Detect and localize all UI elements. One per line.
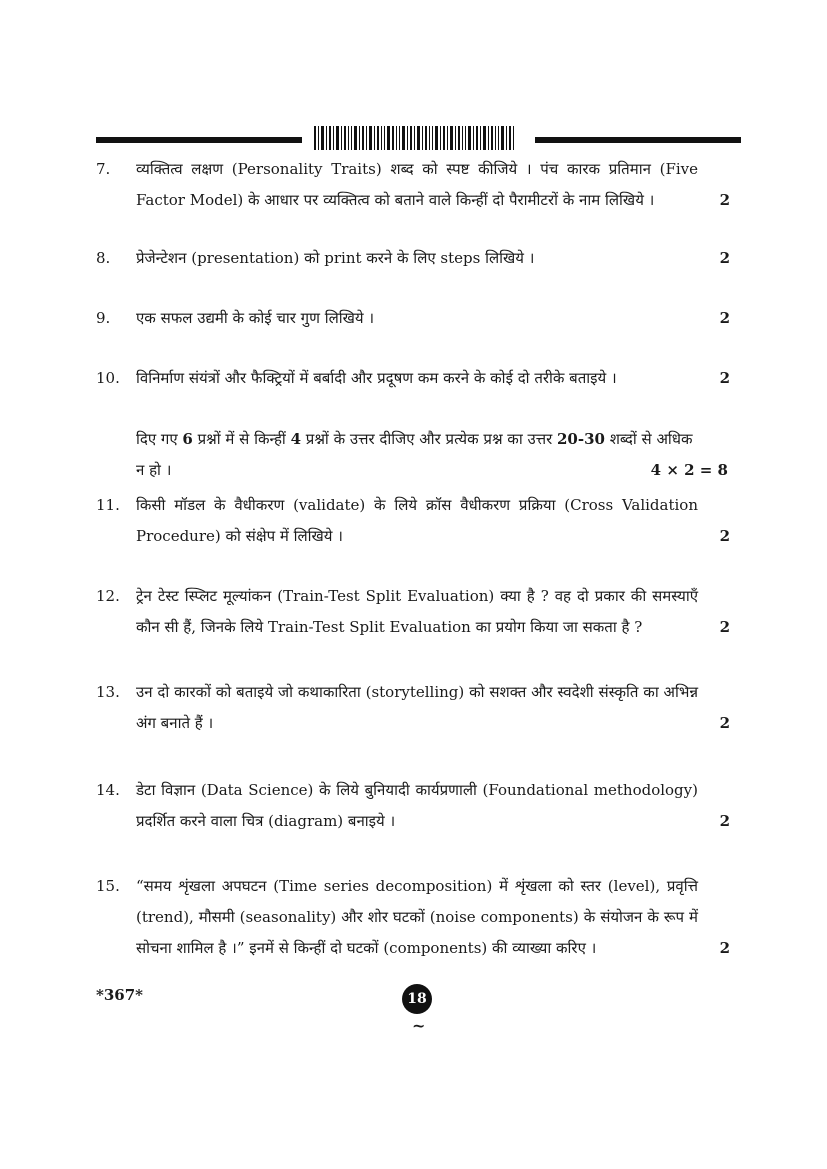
page-tilde: ~ bbox=[412, 1016, 426, 1035]
page-number-badge: 18 bbox=[402, 984, 432, 1014]
question-number: 9. bbox=[96, 309, 111, 327]
question-marks: 2 bbox=[719, 369, 730, 387]
header-rule-right bbox=[535, 137, 741, 143]
question-marks: 2 bbox=[719, 812, 730, 830]
question-14 bbox=[96, 775, 736, 837]
instruction-part3: प्रश्नों के उत्तर दीजिए और प्रत्येक प्रश्न का उत्तर bbox=[301, 430, 557, 448]
section-score: 4 × 2 = 8 bbox=[650, 461, 728, 479]
question-8 bbox=[96, 243, 736, 274]
question-marks: 2 bbox=[719, 714, 730, 732]
question-number: 11. bbox=[96, 496, 120, 514]
question-number: 8. bbox=[96, 249, 111, 267]
question-number: 7. bbox=[96, 160, 111, 178]
section-instruction bbox=[136, 424, 728, 486]
question-marks: 2 bbox=[719, 309, 730, 327]
instruction-count-total: 6 bbox=[182, 430, 193, 448]
instruction-part1: दिए गए bbox=[136, 430, 183, 448]
question-text: विनिर्माण संयंत्रों और फैक्ट्रियों में बर्बादी और प्रदूषण कम करने के कोई दो तरीके बताइये । bbox=[136, 369, 617, 387]
question-text: प्रेजेन्टेशन (presentation) को print करने के लिए steps लिखिये । bbox=[136, 249, 535, 267]
question-marks: 2 bbox=[719, 618, 730, 636]
question-11 bbox=[96, 490, 736, 552]
question-text: ट्रेन टेस्ट स्प्लिट मूल्यांकन (Train-Test Split Evaluation) क्या है ? वह दो प्रकार की समस्याएँ कौन सी हैं, जिनके लिये Train-Test Split Evaluation का प्रयोग किया जा सकता है ? bbox=[136, 587, 698, 636]
question-number: 12. bbox=[96, 587, 120, 605]
question-marks: 2 bbox=[719, 939, 730, 957]
question-text: किसी मॉडल के वैधीकरण (validate) के लिये क्रॉस वैधीकरण प्रक्रिया (Cross Validation Procedure) को संक्षेप में लिखिये । bbox=[136, 496, 698, 545]
question-9 bbox=[96, 303, 736, 334]
question-marks: 2 bbox=[719, 191, 730, 209]
question-marks: 2 bbox=[719, 249, 730, 267]
question-number: 14. bbox=[96, 781, 120, 799]
question-text: एक सफल उद्यमी के कोई चार गुण लिखिये । bbox=[136, 309, 375, 327]
question-marks: 2 bbox=[719, 527, 730, 545]
instruction-part2: प्रश्नों में से किन्हीं bbox=[192, 430, 291, 448]
instruction-word-range: 20-30 bbox=[556, 430, 605, 448]
question-7 bbox=[96, 154, 736, 216]
question-number: 15. bbox=[96, 877, 120, 895]
question-15 bbox=[96, 871, 736, 964]
question-number: 13. bbox=[96, 683, 120, 701]
question-text: “समय शृंखला अपघटन (Time series decomposition) में शृंखला को स्तर (level), प्रवृत्ति (trend), मौसमी (seasonality) और शोर घटकों (noise components) के संयोजन के रूप में सोचना शामिल है ।” इनमें से किन्हीं दो घटकों (components) की व्याख्या करिए । bbox=[136, 877, 698, 957]
question-13 bbox=[96, 677, 736, 739]
question-text: डेटा विज्ञान (Data Science) के लिये बुनियादी कार्यप्रणाली (Foundational methodology) प्रदर्शित करने वाला चित्र (diagram) बनाइये । bbox=[136, 781, 698, 830]
question-text: उन दो कारकों को बताइये जो कथाकारिता (storytelling) को सशक्त और स्वदेशी संस्कृति का अभिन्न अंग बनाते हैं । bbox=[136, 683, 698, 732]
question-12 bbox=[96, 581, 736, 643]
barcode bbox=[314, 126, 514, 150]
instruction-count-answer: 4 bbox=[290, 430, 302, 448]
paper-code: *367* bbox=[96, 986, 143, 1004]
question-number: 10. bbox=[96, 369, 120, 387]
instruction-part4: शब्दों से अधिक न हो । bbox=[136, 430, 693, 479]
header-rule-left bbox=[96, 137, 302, 143]
question-text: व्यक्तित्व लक्षण (Personality Traits) शब्द को स्पष्ट कीजिये । पंच कारक प्रतिमान (Five Factor Model) के आधार पर व्यक्तित्व को बताने वाले किन्हीं दो पैरामीटरों के नाम लिखिये । bbox=[136, 160, 698, 209]
question-10 bbox=[96, 363, 736, 394]
